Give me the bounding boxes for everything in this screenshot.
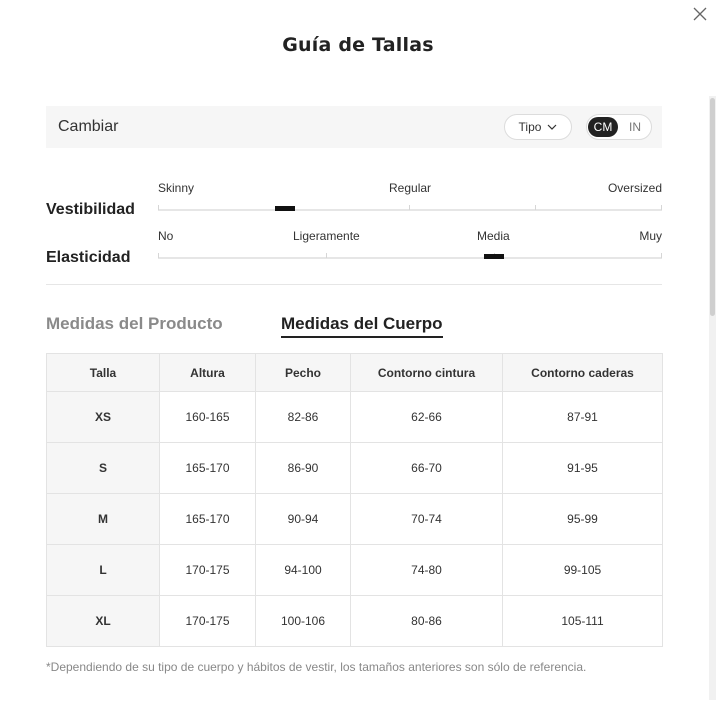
unit-toggle-bar xyxy=(46,106,662,148)
size-cell: L xyxy=(47,545,160,596)
size-cell: XS xyxy=(47,392,160,443)
fit-scale xyxy=(158,181,662,221)
header-contorno-cintura: Contorno cintura xyxy=(351,354,503,392)
fit-marker xyxy=(275,206,295,211)
scale-tick xyxy=(535,205,536,210)
size-cell: M xyxy=(47,494,160,545)
size-cell: S xyxy=(47,443,160,494)
table-header-row xyxy=(47,354,663,392)
table-cell: 70-74 xyxy=(351,494,503,545)
elasticity-scale xyxy=(158,229,662,269)
header-contorno-caderas: Contorno caderas xyxy=(503,354,663,392)
table-cell: 165-170 xyxy=(160,494,256,545)
footnote: *Dependiendo de su tipo de cuerpo y hábitos de vestir, los tamaños anteriores son sólo de referencia. xyxy=(46,660,587,674)
table-cell: 86-90 xyxy=(256,443,351,494)
scale-label-oversized: Oversized xyxy=(607,181,662,195)
scale-label-media: Media xyxy=(477,229,510,243)
divider xyxy=(46,284,662,285)
scale-label-ligeramente: Ligeramente xyxy=(293,229,360,243)
scale-tick xyxy=(326,253,327,258)
tab-product-measurements[interactable]: Medidas del Producto xyxy=(46,314,223,333)
size-table xyxy=(46,353,663,647)
scale-label-regular: Regular xyxy=(389,181,432,195)
unit-switch[interactable] xyxy=(586,114,652,140)
tab-body-measurements[interactable]: Medidas del Cuerpo xyxy=(281,314,443,338)
unit-option-in[interactable]: IN xyxy=(629,120,641,134)
scale-tick xyxy=(661,253,662,258)
chevron-down-icon xyxy=(547,124,557,130)
close-icon xyxy=(692,6,708,22)
scale-label-muy: Muy xyxy=(639,229,662,243)
type-dropdown-button[interactable] xyxy=(504,114,572,140)
table-cell: 94-100 xyxy=(256,545,351,596)
scale-line xyxy=(158,209,662,211)
scale-tick xyxy=(661,205,662,210)
table-cell: 80-86 xyxy=(351,596,503,647)
table-cell: 82-86 xyxy=(256,392,351,443)
table-cell: 100-106 xyxy=(256,596,351,647)
scale-label-no: No xyxy=(158,229,174,243)
scale-line xyxy=(158,257,662,259)
scale-tick xyxy=(158,253,159,258)
scrollbar-thumb[interactable] xyxy=(710,98,715,316)
table-cell: 90-94 xyxy=(256,494,351,545)
table-cell: 170-175 xyxy=(160,596,256,647)
table-cell: 160-165 xyxy=(160,392,256,443)
header-talla: Talla xyxy=(47,354,160,392)
table-cell: 74-80 xyxy=(351,545,503,596)
table-row xyxy=(47,494,663,545)
elasticity-scale-row xyxy=(46,229,662,269)
scale-tick xyxy=(409,205,410,210)
table-cell: 66-70 xyxy=(351,443,503,494)
header-pecho: Pecho xyxy=(256,354,351,392)
toggle-label: Cambiar xyxy=(58,118,119,135)
table-cell: 91-95 xyxy=(503,443,663,494)
table-cell: 165-170 xyxy=(160,443,256,494)
close-button[interactable] xyxy=(692,6,708,22)
table-cell: 62-66 xyxy=(351,392,503,443)
unit-option-cm[interactable]: CM xyxy=(588,117,618,137)
elasticity-scale-name: Elasticidad xyxy=(46,249,131,266)
fit-scale-row xyxy=(46,181,662,221)
scale-label-skinny: Skinny xyxy=(158,181,195,195)
table-cell: 87-91 xyxy=(503,392,663,443)
size-cell: XL xyxy=(47,596,160,647)
table-row xyxy=(47,443,663,494)
header-altura: Altura xyxy=(160,354,256,392)
table-row xyxy=(47,545,663,596)
fit-scale-name: Vestibilidad xyxy=(46,201,135,218)
table-row xyxy=(47,392,663,443)
table-cell: 105-111 xyxy=(503,596,663,647)
table-cell: 170-175 xyxy=(160,545,256,596)
modal-title: Guía de Tallas xyxy=(282,34,434,56)
scale-tick xyxy=(158,205,159,210)
table-row xyxy=(47,596,663,647)
type-button-label: Tipo xyxy=(518,120,542,134)
table-cell: 99-105 xyxy=(503,545,663,596)
elasticity-marker xyxy=(484,254,504,259)
table-cell: 95-99 xyxy=(503,494,663,545)
